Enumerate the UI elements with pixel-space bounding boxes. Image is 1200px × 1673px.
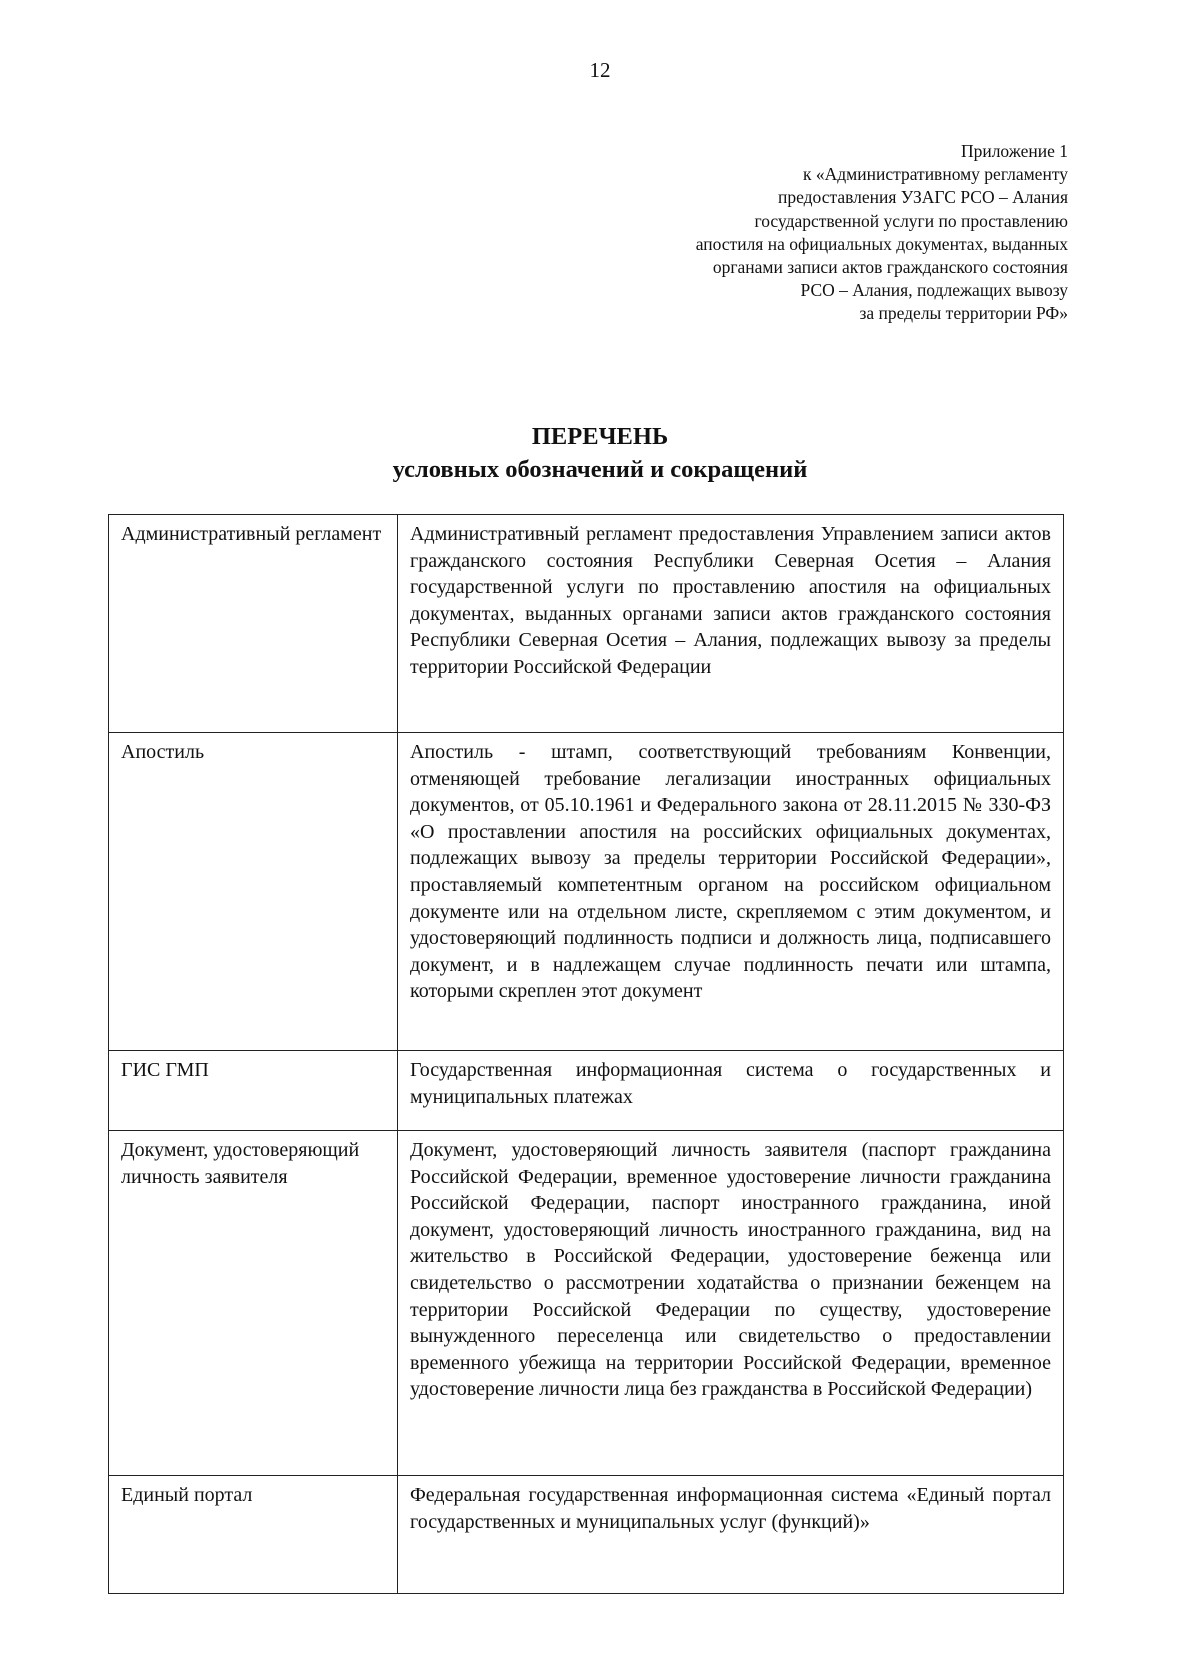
table-row [109, 733, 1064, 1051]
table-row [109, 1051, 1064, 1131]
table-row [109, 1131, 1064, 1476]
appendix-line: государственной услуги по проставлению [754, 210, 1068, 231]
terms-table [108, 514, 1064, 1594]
page-number: 12 [589, 58, 611, 82]
definition-cell: Административный регламент предоставления Управлением записи актов гражданского состояния Республики Северная Осетия – Алания государственной услуги по проставлению апостиля на официальных документах, выданных органами записи актов гражданского состояния Республики Северная Осетия – Алания, подлежащих вывозу за пределы территории Российской Федерации [398, 515, 1064, 733]
definition-cell: Федеральная государственная информационная система «Единый портал государственных и муниципальных услуг (функций)» [398, 1476, 1064, 1594]
appendix-line: органами записи актов гражданского состояния [712, 257, 1068, 278]
appendix-line: апостиля на официальных документах, выданных [695, 233, 1068, 254]
term-cell: Административный регламент [109, 515, 398, 733]
definition-cell: Документ, удостоверяющий личность заявителя (паспорт гражданина Российской Федерации, временное удостоверение личности гражданина Российской Федерации, паспорт иностранного гражданина, иной документ, удостоверяющий личность иностранного гражданина, вид на жительство в Российской Федерации, удостоверение беженца или свидетельство о рассмотрении ходатайства о признании беженцем на территории Российской Федерации по существу, удостоверение вынужденного переселенца или свидетельство о предоставлении временного убежища на территории Российской Федерации, временное удостоверение личности лица без гражданства в Российской Федерации) [398, 1131, 1064, 1476]
appendix-block [448, 140, 1068, 326]
appendix-line: РСО – Алания, подлежащих вывозу [800, 280, 1068, 301]
table-row [109, 1476, 1064, 1594]
document-title [0, 420, 1200, 486]
title-subtitle: условных обозначений и сокращений [392, 456, 808, 483]
term-cell: Апостиль [109, 733, 398, 1051]
appendix-line: к «Административному регламенту [803, 164, 1068, 185]
appendix-line: Приложение 1 [960, 141, 1068, 161]
term-cell: Единый портал [109, 1476, 398, 1594]
appendix-line: за пределы территории РФ» [859, 303, 1068, 324]
definition-cell: Апостиль - штамп, соответствующий требованиям Конвенции, отменяющей требование легализации иностранных официальных документов, от 05.10.1961 и Федерального закона от 28.11.2015 № 330-ФЗ «О проставлении апостиля на российских официальных документах, подлежащих вывозу за пределы территории Российской Федерации», проставляемый компетентным органом на российском официальном документе или на отдельном листе, скрепляемом с этим документом, и удостоверяющий подлинность подписи и должность лица, подписавшего документ, и в надлежащем случае подлинность печати или штампа, которыми скреплен этот документ [398, 733, 1064, 1051]
term-cell: Документ, удостоверяющий личность заявителя [109, 1131, 398, 1476]
title-main: ПЕРЕЧЕНЬ [531, 423, 669, 450]
definition-cell: Государственная информационная система о государственных и муниципальных платежах [398, 1051, 1064, 1131]
term-cell: ГИС ГМП [109, 1051, 398, 1131]
table-row [109, 515, 1064, 733]
appendix-line: предоставления УЗАГС РСО – Алания [778, 187, 1068, 208]
